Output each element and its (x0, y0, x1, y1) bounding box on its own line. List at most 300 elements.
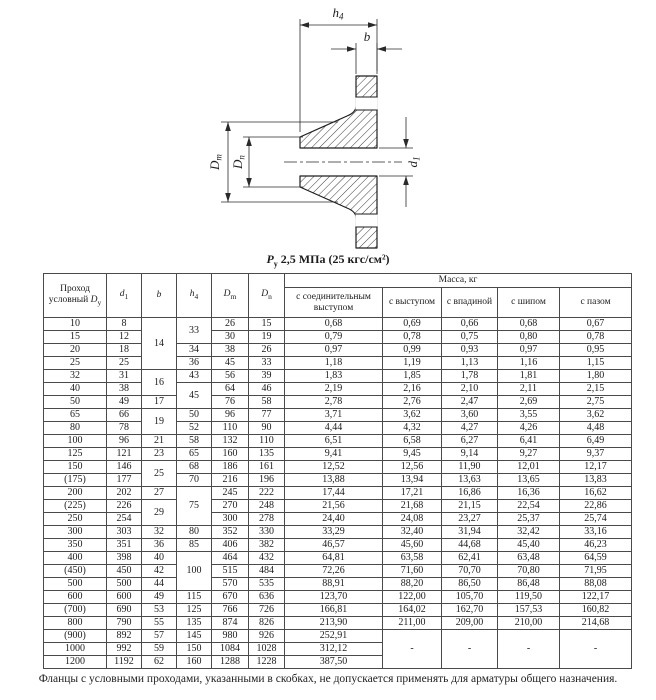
table-cell: 0,93 (442, 344, 498, 357)
table-cell: 351 (107, 539, 142, 552)
table-cell: 670 (212, 591, 249, 604)
table-cell: 21,56 (285, 500, 383, 513)
table-row (44, 318, 632, 331)
table-cell: 926 (249, 630, 285, 643)
table-cell: 46,23 (560, 539, 632, 552)
col-header-mass-groove: с пазом (560, 288, 632, 318)
table-cell: 119,50 (498, 591, 560, 604)
table-cell: 100 (177, 552, 212, 591)
table-cell: 3,71 (285, 409, 383, 422)
table-row (44, 604, 632, 617)
table-cell: 100 (44, 435, 107, 448)
table-cell: 535 (249, 578, 285, 591)
table-cell: 25 (44, 357, 107, 370)
table-cell: 65 (177, 448, 212, 461)
table-cell: 44,68 (442, 539, 498, 552)
table-cell: 88,08 (560, 578, 632, 591)
table-cell: 40 (142, 552, 177, 565)
table-cell: 2,76 (383, 396, 442, 409)
table-cell: 160,82 (560, 604, 632, 617)
table-cell: 23,27 (442, 513, 498, 526)
table-cell: 216 (212, 474, 249, 487)
table-cell: 16,36 (498, 487, 560, 500)
table-cell: 30 (212, 331, 249, 344)
table-cell: 160 (177, 656, 212, 669)
table-cell: 1028 (249, 643, 285, 656)
table-cell: 16,86 (442, 487, 498, 500)
table-cell: 26 (212, 318, 249, 331)
table-cell: 21 (142, 435, 177, 448)
table-row (44, 331, 632, 344)
table-cell: 21,68 (383, 500, 442, 513)
table-cell: 726 (249, 604, 285, 617)
table-cell: 1200 (44, 656, 107, 669)
table-cell: 2,75 (560, 396, 632, 409)
table-cell: 2,69 (498, 396, 560, 409)
table-cell: 33,16 (560, 526, 632, 539)
table-cell: 49 (142, 591, 177, 604)
table-cell: 135 (177, 617, 212, 630)
table-cell: 0,78 (383, 331, 442, 344)
table-cell: 382 (249, 539, 285, 552)
table-cell: 15 (249, 318, 285, 331)
table-row (44, 409, 632, 422)
table-cell: 27 (142, 487, 177, 500)
table-cell: 992 (107, 643, 142, 656)
table-row (44, 578, 632, 591)
pressure-symbol: P (266, 252, 274, 266)
table-cell: 9,14 (442, 448, 498, 461)
table-cell: 210,00 (498, 617, 560, 630)
table-cell: 20 (44, 344, 107, 357)
table-cell: 4,32 (383, 422, 442, 435)
table-cell: 68 (177, 461, 212, 474)
table-cell: 1,19 (383, 357, 442, 370)
table-cell: 33 (249, 357, 285, 370)
table-cell: 150 (177, 643, 212, 656)
table-cell: 2,78 (285, 396, 383, 409)
table-cell: 1288 (212, 656, 249, 669)
table-cell: 14 (142, 318, 177, 370)
col-header-dn: $D_n$ (249, 274, 285, 318)
table-cell: 32,40 (383, 526, 442, 539)
table-cell: 80 (44, 422, 107, 435)
table-cell: 186 (212, 461, 249, 474)
table-cell: 21,15 (442, 500, 498, 513)
table-cell: 4,26 (498, 422, 560, 435)
table-row (44, 396, 632, 409)
table-cell: 132 (212, 435, 249, 448)
table-cell: 11,90 (442, 461, 498, 474)
table-cell: 2,16 (383, 383, 442, 396)
table-cell: 4,27 (442, 422, 498, 435)
table-cell: 9,45 (383, 448, 442, 461)
table-cell: 213,90 (285, 617, 383, 630)
table-cell: 45,60 (383, 539, 442, 552)
flange-section-lower (300, 176, 377, 248)
table-cell: 1,81 (498, 370, 560, 383)
table-cell: 145 (177, 630, 212, 643)
table-cell: 3,62 (383, 409, 442, 422)
table-cell: 1,18 (285, 357, 383, 370)
table-cell: 57 (142, 630, 177, 643)
table-cell: 88,91 (285, 578, 383, 591)
table-cell: 6,58 (383, 435, 442, 448)
table-row (44, 474, 632, 487)
table-cell: 214,68 (560, 617, 632, 630)
table-cell: 16 (142, 370, 177, 396)
table-cell: 1,83 (285, 370, 383, 383)
table-cell: 115 (177, 591, 212, 604)
table-row (44, 370, 632, 383)
table-cell: 312,12 (285, 643, 383, 656)
table-cell: 71,95 (560, 565, 632, 578)
table-cell: 53 (142, 604, 177, 617)
table-cell: (700) (44, 604, 107, 617)
table-cell: 0,75 (442, 331, 498, 344)
table-cell: 19 (142, 409, 177, 435)
table-cell: 1,15 (560, 357, 632, 370)
table-cell: 352 (212, 526, 249, 539)
table-cell: 1000 (44, 643, 107, 656)
table-row (44, 422, 632, 435)
table-cell: 387,50 (285, 656, 383, 669)
table-cell: 0,69 (383, 318, 442, 331)
table-cell: 1,16 (498, 357, 560, 370)
table-cell: 162,70 (442, 604, 498, 617)
table-cell: 2,10 (442, 383, 498, 396)
table-cell: 46 (249, 383, 285, 396)
table-cell: 222 (249, 487, 285, 500)
table-cell: 303 (107, 526, 142, 539)
table-cell: 690 (107, 604, 142, 617)
table-cell: 248 (249, 500, 285, 513)
table-cell: 25,74 (560, 513, 632, 526)
table-cell: 12 (107, 331, 142, 344)
table-row (44, 344, 632, 357)
table-cell: 1,85 (383, 370, 442, 383)
table-cell: 826 (249, 617, 285, 630)
table-cell: 96 (107, 435, 142, 448)
table-cell: 3,60 (442, 409, 498, 422)
table-cell: 88,20 (383, 578, 442, 591)
table-row (44, 500, 632, 513)
col-header-mass-recessed: с впадиной (442, 288, 498, 318)
table-cell: 50 (177, 409, 212, 422)
table-cell: 164,02 (383, 604, 442, 617)
table-cell: 0,99 (383, 344, 442, 357)
table-cell: 46,57 (285, 539, 383, 552)
table-cell: 64 (212, 383, 249, 396)
table-cell: 26 (249, 344, 285, 357)
bolt-hole-upper (355, 97, 377, 110)
table-cell: 33 (177, 318, 212, 344)
table-cell: 406 (212, 539, 249, 552)
table-cell: 62,41 (442, 552, 498, 565)
table-cell: 105,70 (442, 591, 498, 604)
table-row (44, 448, 632, 461)
table-cell: 123,70 (285, 591, 383, 604)
table-cell: 36 (142, 539, 177, 552)
table-cell: (900) (44, 630, 107, 643)
table-cell: 55 (142, 617, 177, 630)
table-row (44, 526, 632, 539)
table-cell: 484 (249, 565, 285, 578)
flange-table-body (44, 318, 632, 669)
table-row (44, 630, 632, 643)
table-cell: 17 (142, 396, 177, 409)
table-cell: 24,40 (285, 513, 383, 526)
table-cell: 44 (142, 578, 177, 591)
table-cell: 38 (107, 383, 142, 396)
table-cell: 8 (107, 318, 142, 331)
table-cell: 58 (249, 396, 285, 409)
table-cell: 2,15 (560, 383, 632, 396)
table-cell: 90 (249, 422, 285, 435)
table-cell: 13,63 (442, 474, 498, 487)
table-cell: 12,56 (383, 461, 442, 474)
table-cell: 432 (249, 552, 285, 565)
col-header-mass-raised: с выступом (383, 288, 442, 318)
dim-label-dm: Dm (207, 154, 224, 170)
table-cell: 4,48 (560, 422, 632, 435)
table-cell: 17,44 (285, 487, 383, 500)
table-cell: 0,68 (285, 318, 383, 331)
table-cell: 121 (107, 448, 142, 461)
flange-drawing (0, 0, 656, 252)
table-cell: 85 (177, 539, 212, 552)
table-cell: 23 (142, 448, 177, 461)
table-cell: 177 (107, 474, 142, 487)
table-row (44, 383, 632, 396)
flange-dimensions-table (43, 273, 632, 669)
table-cell: 86,50 (442, 578, 498, 591)
col-header-d1: $d_1$ (107, 274, 142, 318)
table-cell: 400 (44, 552, 107, 565)
table-cell: 0,79 (285, 331, 383, 344)
table-cell: 1084 (212, 643, 249, 656)
table-cell: 75 (177, 487, 212, 526)
table-cell: 70,80 (498, 565, 560, 578)
table-cell: 161 (249, 461, 285, 474)
dim-label-h4: h4 (332, 5, 344, 22)
table-cell: 135 (249, 448, 285, 461)
pressure-caption: $P_у$ 2,5 МПа (25 кгс/см²) (266, 252, 390, 269)
table-cell: 1228 (249, 656, 285, 669)
bolt-hole-lower (355, 214, 377, 227)
table-cell: 500 (107, 578, 142, 591)
table-cell: 59 (142, 643, 177, 656)
table-cell: 9,37 (560, 448, 632, 461)
table-cell: 6,51 (285, 435, 383, 448)
table-cell: 45 (177, 383, 212, 409)
table-cell: 19 (249, 331, 285, 344)
table-row (44, 513, 632, 526)
table-cell: 2,19 (285, 383, 383, 396)
table-cell: 2,11 (498, 383, 560, 396)
table-cell: 300 (44, 526, 107, 539)
table-cell: 32 (44, 370, 107, 383)
table-cell: 6,27 (442, 435, 498, 448)
table-cell: 22,54 (498, 500, 560, 513)
table-cell: 250 (44, 513, 107, 526)
table-cell: 40 (44, 383, 107, 396)
table-cell: 766 (212, 604, 249, 617)
table-cell: 13,83 (560, 474, 632, 487)
table-cell: 157,53 (498, 604, 560, 617)
table-cell: 202 (107, 487, 142, 500)
table-cell: 790 (107, 617, 142, 630)
table-cell: 245 (212, 487, 249, 500)
table-cell: 122,00 (383, 591, 442, 604)
col-header-b: b (142, 274, 177, 318)
table-row (44, 539, 632, 552)
table-cell: 146 (107, 461, 142, 474)
table-cell: 56 (212, 370, 249, 383)
table-row (44, 461, 632, 474)
table-cell: 980 (212, 630, 249, 643)
table-cell: 1,13 (442, 357, 498, 370)
table-row (44, 552, 632, 565)
table-cell: 24,08 (383, 513, 442, 526)
table-cell: 196 (249, 474, 285, 487)
table-cell: (225) (44, 500, 107, 513)
table-cell: 0,95 (560, 344, 632, 357)
table-cell: 64,81 (285, 552, 383, 565)
table-cell: 17,21 (383, 487, 442, 500)
table-cell: 15 (44, 331, 107, 344)
table-cell: 70 (177, 474, 212, 487)
table-cell: 45,40 (498, 539, 560, 552)
table-row (44, 617, 632, 630)
table-cell: - (442, 630, 498, 669)
table-cell: 0,67 (560, 318, 632, 331)
flange-drawing-svg (0, 0, 656, 252)
table-cell: - (498, 630, 560, 669)
table-row (44, 357, 632, 370)
table-cell: 2,47 (442, 396, 498, 409)
table-cell: 29 (142, 500, 177, 526)
table-cell: 39 (249, 370, 285, 383)
table-cell: 1,78 (442, 370, 498, 383)
col-header-mass-connecting: с соединительным выступом (285, 288, 383, 318)
table-cell: 58 (177, 435, 212, 448)
table-cell: - (383, 630, 442, 669)
table-cell: 31 (107, 370, 142, 383)
table-cell: 18 (107, 344, 142, 357)
table-cell: 0,80 (498, 331, 560, 344)
table-cell: 49 (107, 396, 142, 409)
table-cell: 3,62 (560, 409, 632, 422)
table-cell: 300 (212, 513, 249, 526)
dim-label-dn: Dn (230, 155, 247, 169)
table-cell: 800 (44, 617, 107, 630)
table-cell: 125 (44, 448, 107, 461)
table-cell: 52 (177, 422, 212, 435)
dim-label-d1: d1 (405, 156, 422, 168)
table-cell: 200 (44, 487, 107, 500)
table-cell: 72,26 (285, 565, 383, 578)
table-cell: 80 (177, 526, 212, 539)
table-cell: 570 (212, 578, 249, 591)
table-cell: 10 (44, 318, 107, 331)
table-cell: 0,66 (442, 318, 498, 331)
col-header-dy: Проход условный $D_у$ (44, 274, 107, 318)
table-cell: 45 (212, 357, 249, 370)
table-cell: 226 (107, 500, 142, 513)
table-cell: 13,88 (285, 474, 383, 487)
table-cell: 22,86 (560, 500, 632, 513)
table-cell: 25,37 (498, 513, 560, 526)
table-cell: 50 (44, 396, 107, 409)
table-cell: 9,27 (498, 448, 560, 461)
pressure-value: 2,5 МПа (25 кгс/см²) (280, 252, 390, 266)
table-cell: 76 (212, 396, 249, 409)
table-cell: 12,01 (498, 461, 560, 474)
table-cell: 515 (212, 565, 249, 578)
table-cell: 64,59 (560, 552, 632, 565)
table-cell: 0,97 (498, 344, 560, 357)
table-row (44, 487, 632, 500)
table-cell: 16,62 (560, 487, 632, 500)
table-cell: 62 (142, 656, 177, 669)
table-cell: 892 (107, 630, 142, 643)
table-cell: 66 (107, 409, 142, 422)
table-cell: 63,48 (498, 552, 560, 565)
table-cell: 1,80 (560, 370, 632, 383)
table-cell: 77 (249, 409, 285, 422)
table-cell: 96 (212, 409, 249, 422)
table-cell: - (560, 630, 632, 669)
table-cell: 34 (177, 344, 212, 357)
table-cell: (175) (44, 474, 107, 487)
table-cell: (450) (44, 565, 107, 578)
table-cell: 32,42 (498, 526, 560, 539)
table-cell: 9,41 (285, 448, 383, 461)
table-cell: 1192 (107, 656, 142, 669)
table-cell: 254 (107, 513, 142, 526)
table-cell: 600 (44, 591, 107, 604)
table-cell: 166,81 (285, 604, 383, 617)
table-cell: 636 (249, 591, 285, 604)
table-cell: 65 (44, 409, 107, 422)
table-cell: 0,97 (285, 344, 383, 357)
table-cell: 874 (212, 617, 249, 630)
table-cell: 63,58 (383, 552, 442, 565)
table-cell: 86,48 (498, 578, 560, 591)
table-cell: 125 (177, 604, 212, 617)
footnote: Фланцы с условными проходами, указанными в скобках, не допускается применять для арматуры общего назначения. (38, 673, 618, 685)
col-header-mass-tenon: с шипом (498, 288, 560, 318)
table-cell: 78 (107, 422, 142, 435)
table-cell: 3,55 (498, 409, 560, 422)
table-cell: 4,44 (285, 422, 383, 435)
table-cell: 278 (249, 513, 285, 526)
table-cell: 398 (107, 552, 142, 565)
table-cell: 13,65 (498, 474, 560, 487)
dim-label-b: b (363, 29, 371, 44)
table-cell: 38 (212, 344, 249, 357)
table-cell: 0,68 (498, 318, 560, 331)
table-cell: 42 (142, 565, 177, 578)
table-cell: 31,94 (442, 526, 498, 539)
table-cell: 43 (177, 370, 212, 383)
table-cell: 6,41 (498, 435, 560, 448)
table-cell: 71,60 (383, 565, 442, 578)
table-cell: 110 (249, 435, 285, 448)
table-cell: 270 (212, 500, 249, 513)
table-cell: 122,17 (560, 591, 632, 604)
